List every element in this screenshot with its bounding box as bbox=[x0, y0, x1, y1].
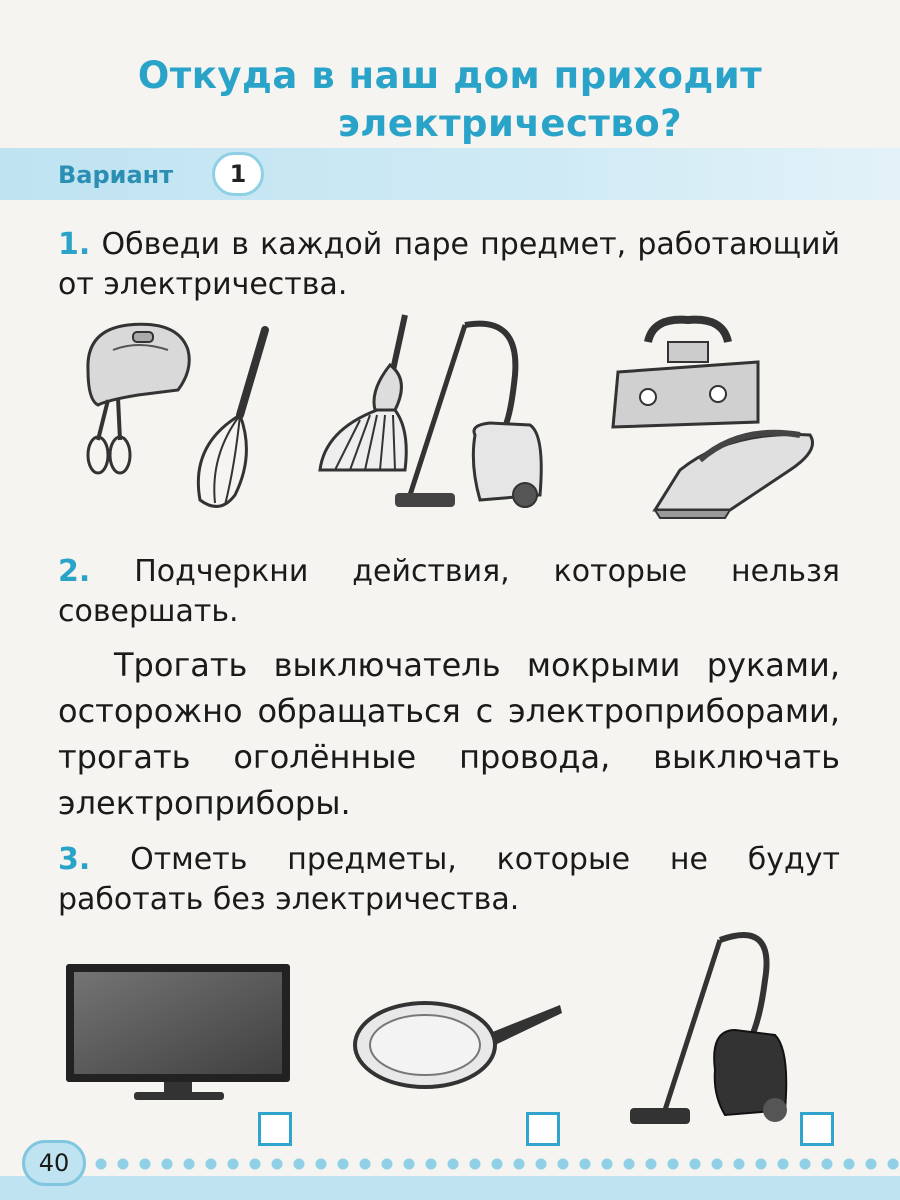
vacuum-cleaner-checkbox[interactable] bbox=[800, 1112, 834, 1146]
page-number: 40 bbox=[22, 1140, 86, 1186]
page-title bbox=[0, 52, 900, 148]
electric-iron-icon[interactable] bbox=[650, 420, 825, 520]
footer-dots bbox=[90, 1154, 900, 1174]
frying-pan-checkbox[interactable] bbox=[526, 1112, 560, 1146]
variant-label: Вариант bbox=[58, 161, 174, 189]
task-2-actions-text[interactable]: Трогать выключатель мокрыми руками, осторожно обращаться с электроприборами, трогать оголённые провода, выключать электроприборы. bbox=[58, 646, 840, 822]
task-2-text: Подчеркни действия, которые нельзя совершать. bbox=[58, 554, 840, 629]
task-2 bbox=[58, 552, 840, 632]
title-line-1: Откуда в наш дом приходит bbox=[137, 54, 763, 97]
vacuum-cleaner-task3-icon bbox=[625, 920, 795, 1140]
frying-pan-icon bbox=[350, 995, 565, 1095]
task-1-number: 1. bbox=[58, 227, 91, 262]
task-2-number: 2. bbox=[58, 554, 91, 589]
tv-checkbox[interactable] bbox=[258, 1112, 292, 1146]
task-1 bbox=[58, 225, 840, 305]
whisk-icon[interactable] bbox=[180, 325, 280, 515]
task-3-text: Отметь предметы, которые не будут работать без электричества. bbox=[58, 842, 840, 917]
title-line-2: электричество? bbox=[337, 102, 683, 145]
vacuum-cleaner-icon[interactable] bbox=[390, 315, 550, 515]
tv-monitor-icon bbox=[64, 962, 292, 1102]
variant-number-badge: 1 bbox=[212, 152, 264, 196]
task-3 bbox=[58, 840, 840, 920]
task-1-text: Обведи в каждой паре предмет, работающий от электричества. bbox=[58, 227, 840, 302]
footer-band bbox=[0, 1176, 900, 1200]
task-3-number: 3. bbox=[58, 842, 91, 877]
